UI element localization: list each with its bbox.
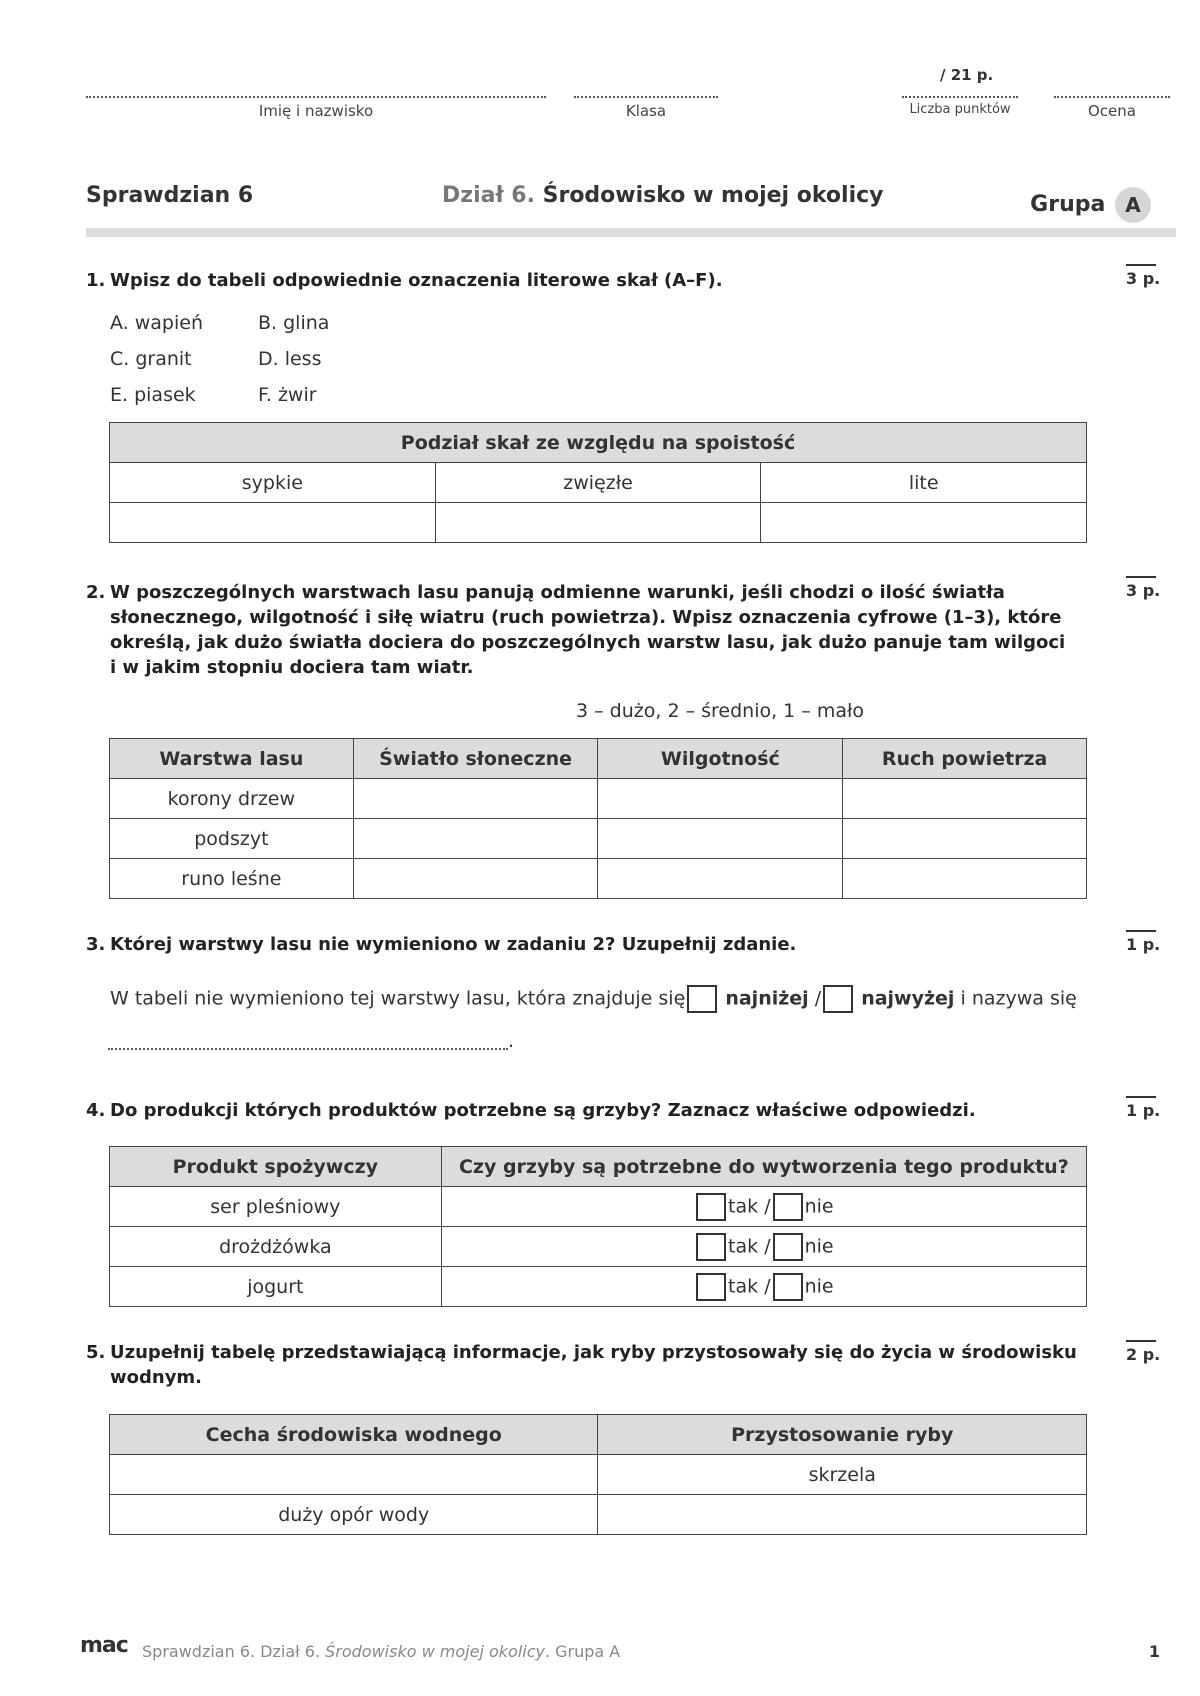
- answer-cell[interactable]: [353, 779, 598, 819]
- option-a: A. wapień: [110, 312, 203, 334]
- column-header: Wilgotność: [598, 739, 843, 779]
- table-row: [110, 1495, 1087, 1535]
- yes-label: tak: [728, 1275, 759, 1297]
- fish-adaptation-table: [109, 1414, 1087, 1535]
- option-f: F. żwir: [258, 384, 317, 406]
- task-1-points-value: 3 p.: [1126, 269, 1161, 288]
- points-max: / 21 p.: [940, 66, 994, 84]
- fungi-table: [109, 1146, 1087, 1307]
- points-bar: [1126, 264, 1156, 266]
- row-label: drożdżówka: [110, 1227, 442, 1267]
- answer-cell[interactable]: [110, 503, 436, 543]
- table-row: [110, 1227, 1087, 1267]
- scale-legend: 3 – dużo, 2 – średnio, 1 – mało: [576, 700, 865, 722]
- title-row: [86, 183, 1176, 223]
- no-label: nie: [804, 1195, 834, 1217]
- footer-text-italic: Środowisko w mojej okolicy: [325, 1642, 545, 1661]
- page-number: 1: [1148, 1642, 1160, 1661]
- task-3-instruction: [86, 932, 1086, 957]
- points-field[interactable]: [902, 96, 1018, 117]
- forest-layers-table: [109, 738, 1087, 899]
- task-5-points-value: 2 p.: [1126, 1345, 1161, 1364]
- option-d: D. less: [258, 348, 322, 370]
- footer-text-part: Sprawdzian 6. Dział 6.: [142, 1642, 326, 1661]
- checkbox-yes[interactable]: [696, 1273, 726, 1301]
- checkbox-no[interactable]: [773, 1193, 803, 1221]
- table-row: [110, 423, 1087, 463]
- task-2-number: 2.: [86, 582, 106, 603]
- answer-cell[interactable]: [435, 503, 761, 543]
- task-4-points: [1126, 1096, 1160, 1120]
- footer-text-part: . Grupa A: [544, 1642, 621, 1661]
- option-lowest: najniżej: [725, 987, 809, 1010]
- answer-cell[interactable]: [843, 779, 1087, 819]
- sentence-start: W tabeli nie wymieniono tej warstwy lasu, która znajduje się: [110, 987, 686, 1010]
- yes-label: tak: [728, 1235, 759, 1257]
- answer-cell[interactable]: [353, 819, 598, 859]
- grade-label: Ocena: [1088, 102, 1136, 120]
- table-row: [110, 1415, 1087, 1455]
- class-label: Klasa: [625, 102, 667, 120]
- slash-separator: /: [764, 1195, 771, 1217]
- name-label: Imię i nazwisko: [258, 102, 374, 120]
- answer-cell[interactable]: [761, 503, 1087, 543]
- table-row: [110, 779, 1087, 819]
- checkbox-yes[interactable]: [696, 1193, 726, 1221]
- points-bar: [1126, 930, 1156, 932]
- option-e: E. piasek: [110, 384, 196, 406]
- column-header: lite: [761, 463, 1087, 503]
- slash-separator: /: [764, 1235, 771, 1257]
- footer-text: [142, 1642, 620, 1661]
- table-row: [110, 859, 1087, 899]
- answer-cell[interactable]: [843, 819, 1087, 859]
- column-header: Cecha środowiska wodnego: [110, 1415, 598, 1455]
- task-5-text: Uzupełnij tabelę przedstawiającą informacje, jak ryby przystosowały się do życia w środowisku wodnym.: [110, 1342, 1077, 1388]
- answer-cell[interactable]: [843, 859, 1087, 899]
- column-header: Przystosowanie ryby: [598, 1415, 1087, 1455]
- table-row: [110, 503, 1087, 543]
- name-field[interactable]: [86, 96, 546, 120]
- group-indicator: [1030, 187, 1151, 223]
- section-prefix: Dział 6.: [442, 183, 535, 208]
- row-label: podszyt: [110, 819, 354, 859]
- points-bar: [1126, 576, 1156, 578]
- task-4-points-value: 1 p.: [1126, 1101, 1161, 1120]
- option-highest: najwyżej: [861, 987, 955, 1010]
- checkbox-highest[interactable]: [823, 985, 853, 1013]
- publisher-logo: mac: [80, 1633, 128, 1658]
- title-divider: [86, 228, 1176, 237]
- table-row: [110, 819, 1087, 859]
- section-title: [442, 183, 884, 208]
- answer-cell[interactable]: [353, 859, 598, 899]
- column-header: Warstwa lasu: [110, 739, 354, 779]
- task-1-number: 1.: [86, 270, 106, 291]
- no-label: nie: [804, 1275, 834, 1297]
- task-5-instruction: [86, 1340, 1096, 1390]
- answer-cell[interactable]: [598, 779, 843, 819]
- yes-label: tak: [728, 1195, 759, 1217]
- task-1-text: Wpisz do tabeli odpowiednie oznaczenia literowe skał (A–F).: [110, 270, 723, 291]
- task-2-instruction: [86, 580, 1076, 680]
- task-2-points: [1126, 576, 1160, 600]
- column-header: Czy grzyby są potrzebne do wytworzenia tego produktu?: [441, 1147, 1086, 1187]
- rocks-table-title: Podział skał ze względu na spoistość: [110, 423, 1087, 463]
- row-label: ser pleśniowy: [110, 1187, 442, 1227]
- row-label: korony drzew: [110, 779, 354, 819]
- footer: [80, 1633, 1160, 1673]
- option-c: C. granit: [110, 348, 192, 370]
- given-cell: duży opór wody: [110, 1495, 598, 1535]
- group-letter-badge: A: [1115, 187, 1151, 223]
- points-bar: [1126, 1096, 1156, 1098]
- points-bar: [1126, 1340, 1156, 1342]
- task-4-text: Do produkcji których produktów potrzebne są grzyby? Zaznacz właściwe odpowiedzi.: [110, 1100, 976, 1121]
- test-title: Sprawdzian 6: [86, 183, 254, 208]
- table-row: [110, 1187, 1087, 1227]
- rocks-table: [109, 422, 1087, 543]
- table-row: [110, 1455, 1087, 1495]
- column-header: zwięzłe: [435, 463, 761, 503]
- column-header: sypkie: [110, 463, 436, 503]
- group-label: Grupa: [1030, 192, 1106, 217]
- task-2-points-value: 3 p.: [1126, 581, 1161, 600]
- option-b: B. glina: [258, 312, 330, 334]
- table-row: [110, 739, 1087, 779]
- task-1-instruction: [86, 268, 1086, 293]
- no-label: nie: [804, 1235, 834, 1257]
- table-row: [110, 1147, 1087, 1187]
- column-header: Produkt spożywczy: [110, 1147, 442, 1187]
- task-1-points: [1126, 264, 1160, 288]
- answer-line[interactable]: [108, 1048, 508, 1050]
- given-cell: skrzela: [598, 1455, 1087, 1495]
- answer-cell[interactable]: [110, 1455, 598, 1495]
- checkbox-lowest[interactable]: [687, 985, 717, 1013]
- class-field[interactable]: [574, 96, 718, 120]
- task-4-instruction: [86, 1098, 1086, 1123]
- yes-no-cell: [441, 1187, 1086, 1227]
- table-row: [110, 1267, 1087, 1307]
- task-5-points: [1126, 1340, 1160, 1364]
- task-3-points-value: 1 p.: [1126, 935, 1161, 954]
- column-header: Ruch powietrza: [843, 739, 1087, 779]
- answer-cell[interactable]: [598, 819, 843, 859]
- grade-field[interactable]: [1054, 96, 1170, 120]
- slash-separator: /: [814, 987, 822, 1010]
- row-label: jogurt: [110, 1267, 442, 1307]
- checkbox-no[interactable]: [773, 1273, 803, 1301]
- end-dot: .: [508, 1030, 515, 1052]
- task-3-text: Której warstwy lasu nie wymieniono w zadaniu 2? Uzupełnij zdanie.: [110, 934, 797, 955]
- column-header: Światło słoneczne: [353, 739, 598, 779]
- yes-no-cell: [441, 1267, 1086, 1307]
- task-3-points: [1126, 930, 1160, 954]
- checkbox-no[interactable]: [773, 1233, 803, 1261]
- task-4-number: 4.: [86, 1100, 106, 1121]
- task-3-sentence: [110, 985, 1077, 1013]
- yes-no-cell: [441, 1227, 1086, 1267]
- section-name: Środowisko w mojej okolicy: [542, 183, 884, 208]
- points-label: Liczba punktów: [909, 102, 1011, 117]
- answer-cell[interactable]: [598, 859, 843, 899]
- task-2-text: W poszczególnych warstwach lasu panują odmienne warunki, jeśli chodzi o ilość światła słonecznego, wilgotność i siłę wiatru (ruch powietrza). Wpisz oznaczenia cyfrowe (1–3), które określą, jak dużo światła dociera do poszczególnych warstw lasu, jak dużo panuje tam wilgoci i w jakim stopniu dociera tam wiatr.: [110, 582, 1066, 678]
- task-5-number: 5.: [86, 1342, 106, 1363]
- table-row: [110, 463, 1087, 503]
- sentence-end: i nazywa się: [960, 987, 1077, 1010]
- task-3-number: 3.: [86, 934, 106, 955]
- answer-cell[interactable]: [598, 1495, 1087, 1535]
- row-label: runo leśne: [110, 859, 354, 899]
- checkbox-yes[interactable]: [696, 1233, 726, 1261]
- slash-separator: /: [764, 1275, 771, 1297]
